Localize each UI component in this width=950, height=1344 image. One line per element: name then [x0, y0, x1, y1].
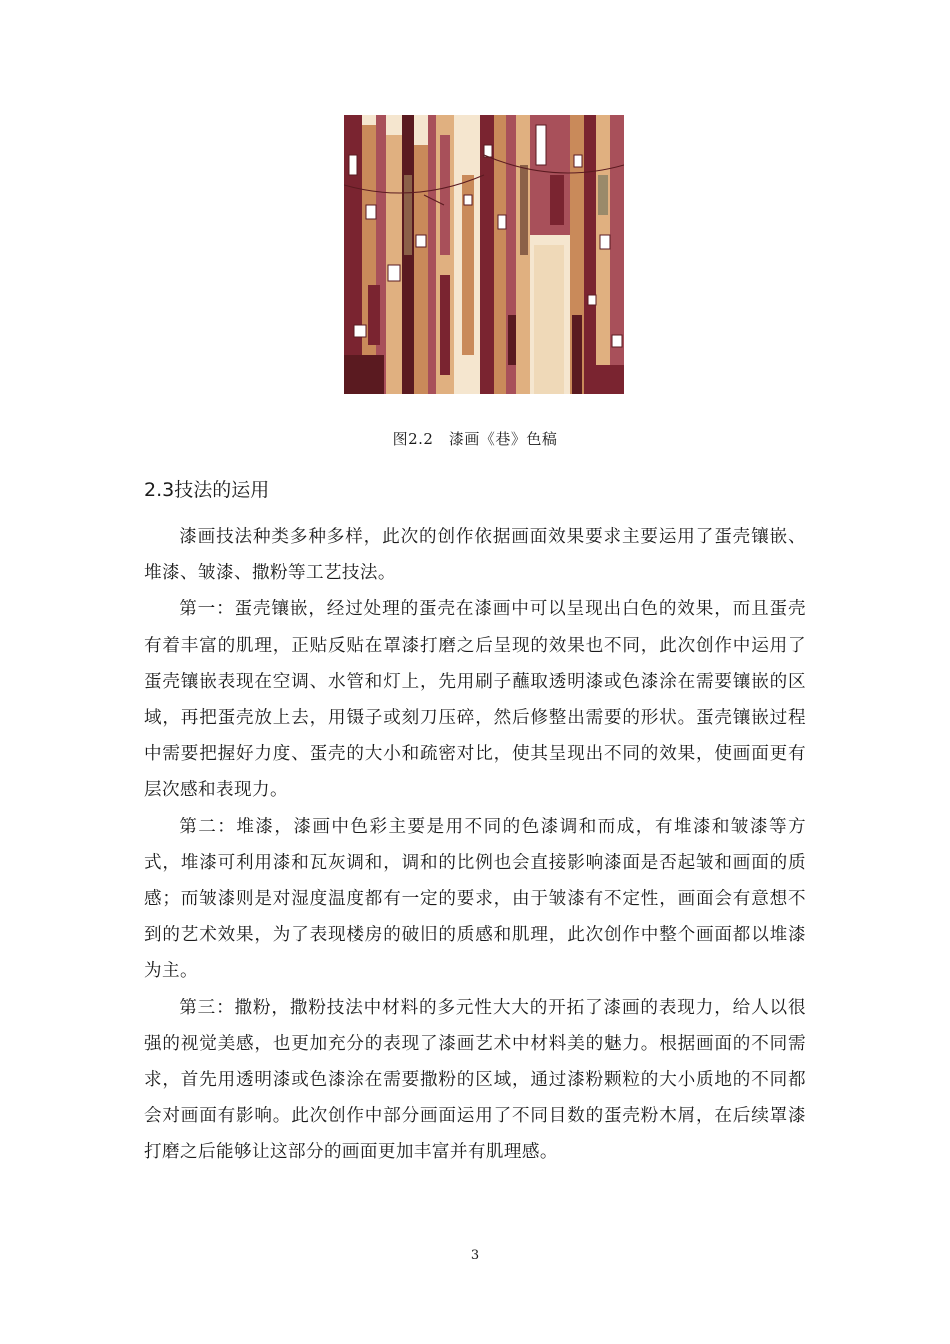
figure-caption: 图2.2 漆画《巷》色稿	[392, 430, 558, 448]
paragraph-intro: 漆画技法种类多种多样，此次的创作依据画面效果要求主要运用了蛋壳镶嵌、堆漆、皱漆、撒粉等工艺技法。	[144, 527, 806, 584]
body-text	[144, 519, 806, 1171]
paragraph-powder-sprinkling: 第三：撒粉，撒粉技法中材料的多元性大大的开拓了漆画的表现力，给人以很强的视觉美感，也更加充分的表现了漆画艺术中材料美的魅力。根据画面的不同需求，首先用透明漆或色漆涂在需要撒粉的区域，通过漆粉颗粒的大小质地的不同都会对画面有影响。此次创作中部分画面运用了不同目数的蛋壳粉木屑，在后续罩漆打磨之后能够让这部分的画面更加丰富并有肌理感。	[144, 997, 806, 1163]
section-heading: 2.3技法的运用	[144, 479, 270, 501]
page-number: 3	[470, 1248, 480, 1263]
paragraph-stacked-lacquer: 第二：堆漆，漆画中色彩主要是用不同的色漆调和而成，有堆漆和皱漆等方式，堆漆可利用漆和瓦灰调和，调和的比例也会直接影响漆面是否起皱和画面的质感；而皱漆则是对湿度温度都有一定的要求，由于皱漆有不定性，画面会有意想不到的艺术效果，为了表现楼房的破旧的质感和肌理，此次创作中整个画面都以堆漆为主。	[144, 816, 806, 982]
lacquer-painting-alley-sketch-icon	[344, 115, 624, 394]
paragraph-eggshell-inlay: 第一：蛋壳镶嵌，经过处理的蛋壳在漆画中可以呈现出白色的效果，而且蛋壳有着丰富的肌理，正贴反贴在罩漆打磨之后呈现的效果也不同，此次创作中运用了蛋壳镶嵌表现在空调、水管和灯上，先用刷子蘸取透明漆或色漆涂在需要镶嵌的区域，再把蛋壳放上去，用镊子或刻刀压碎，然后修整出需要的形状。蛋壳镶嵌过程中需要把握好力度、蛋壳的大小和疏密对比，使其呈现出不同的效果，使画面更有层次感和表现力。	[144, 599, 806, 801]
figure-lacquer-painting	[344, 115, 624, 394]
